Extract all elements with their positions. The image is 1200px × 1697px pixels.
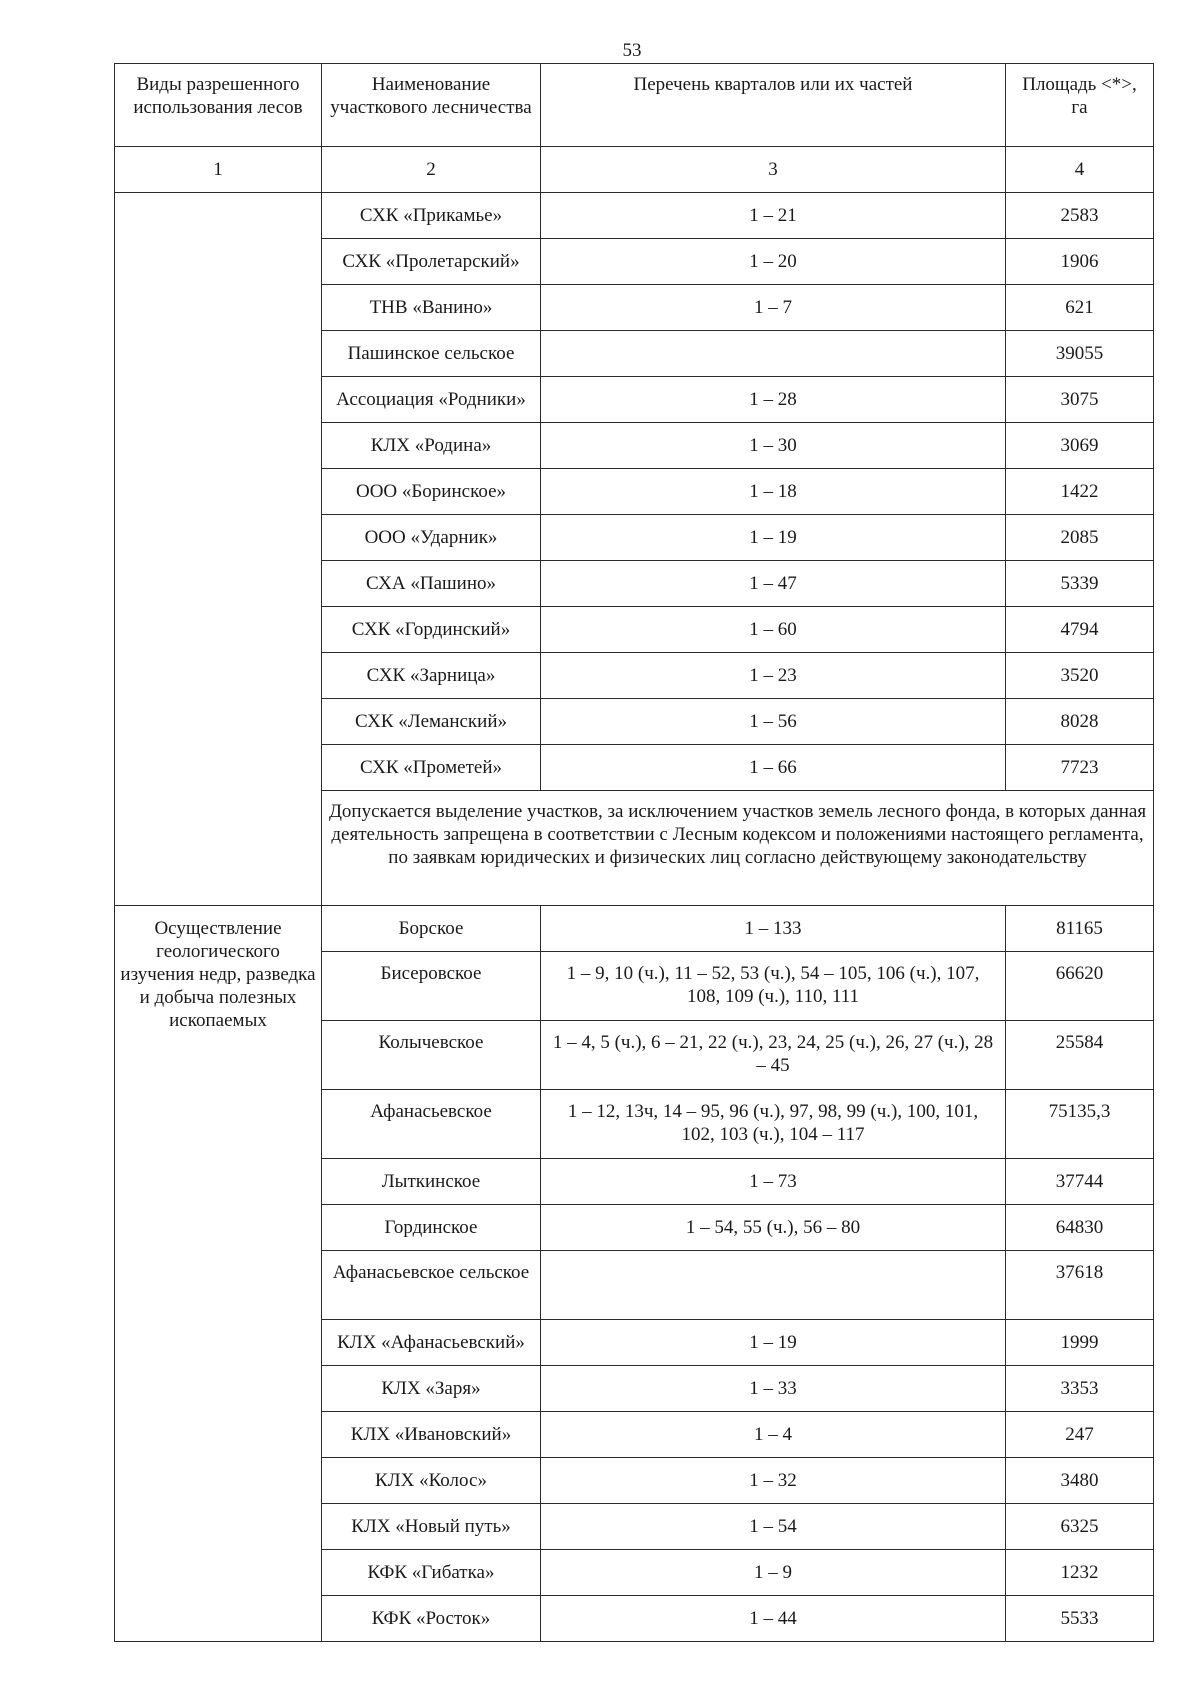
quarters: 1 – 33 <box>541 1366 1006 1412</box>
quarters: 1 – 19 <box>541 515 1006 561</box>
quarters: 1 – 32 <box>541 1458 1006 1504</box>
quarters: 1 – 28 <box>541 377 1006 423</box>
forestry-name: Афанасьевское сельское <box>322 1251 541 1320</box>
usage-type-cell: Осуществление геологического изучения недр, разведка и добыча полезных ископаемых <box>115 906 322 1642</box>
area: 8028 <box>1006 699 1154 745</box>
forestry-name: КЛХ «Заря» <box>322 1366 541 1412</box>
quarters: 1 – 47 <box>541 561 1006 607</box>
forestry-name: Афанасьевское <box>322 1090 541 1159</box>
area: 621 <box>1006 285 1154 331</box>
header-area: Площадь <*>, га <box>1006 64 1154 147</box>
area: 39055 <box>1006 331 1154 377</box>
quarters: 1 – 54, 55 (ч.), 56 – 80 <box>541 1205 1006 1251</box>
forestry-name: СХК «Гординский» <box>322 607 541 653</box>
forestry-name: Борское <box>322 906 541 952</box>
area: 3069 <box>1006 423 1154 469</box>
forestry-name: СХК «Леманский» <box>322 699 541 745</box>
area: 1232 <box>1006 1550 1154 1596</box>
header-usage-type: Виды разрешенного использования лесов <box>115 64 322 147</box>
quarters: 1 – 23 <box>541 653 1006 699</box>
forestry-name: СХК «Зарница» <box>322 653 541 699</box>
column-number: 2 <box>322 147 541 193</box>
area: 3075 <box>1006 377 1154 423</box>
header-row <box>115 64 1154 147</box>
area: 1422 <box>1006 469 1154 515</box>
regulation-table <box>114 63 1154 1642</box>
area: 25584 <box>1006 1021 1154 1090</box>
forestry-name: ООО «Ударник» <box>322 515 541 561</box>
quarters: 1 – 21 <box>541 193 1006 239</box>
column-number: 3 <box>541 147 1006 193</box>
area: 2583 <box>1006 193 1154 239</box>
forestry-name: КЛХ «Ивановский» <box>322 1412 541 1458</box>
quarters: 1 – 30 <box>541 423 1006 469</box>
forestry-name: Лыткинское <box>322 1159 541 1205</box>
forestry-name: Ассоциация «Родники» <box>322 377 541 423</box>
quarters: 1 – 9, 10 (ч.), 11 – 52, 53 (ч.), 54 – 105, 106 (ч.), 107, 108, 109 (ч.), 110, 111 <box>541 952 1006 1021</box>
quarters: 1 – 133 <box>541 906 1006 952</box>
area: 1906 <box>1006 239 1154 285</box>
area: 3520 <box>1006 653 1154 699</box>
forestry-name: Пашинское сельское <box>322 331 541 377</box>
quarters: 1 – 4, 5 (ч.), 6 – 21, 22 (ч.), 23, 24, 25 (ч.), 26, 27 (ч.), 28 – 45 <box>541 1021 1006 1090</box>
table-row <box>115 193 1154 239</box>
area: 37744 <box>1006 1159 1154 1205</box>
quarters: 1 – 9 <box>541 1550 1006 1596</box>
quarters: 1 – 18 <box>541 469 1006 515</box>
area: 37618 <box>1006 1251 1154 1320</box>
forestry-name: ООО «Боринское» <box>322 469 541 515</box>
quarters: 1 – 60 <box>541 607 1006 653</box>
area: 4794 <box>1006 607 1154 653</box>
area: 7723 <box>1006 745 1154 791</box>
header-quarters-list: Перечень кварталов или их частей <box>541 64 1006 147</box>
area: 247 <box>1006 1412 1154 1458</box>
area: 6325 <box>1006 1504 1154 1550</box>
quarters <box>541 1251 1006 1320</box>
quarters <box>541 331 1006 377</box>
forestry-name: СХК «Прикамье» <box>322 193 541 239</box>
forestry-name: КЛХ «Афанасьевский» <box>322 1320 541 1366</box>
forestry-name: СХА «Пашино» <box>322 561 541 607</box>
forestry-name: Гординское <box>322 1205 541 1251</box>
quarters: 1 – 19 <box>541 1320 1006 1366</box>
usage-type-cell <box>115 193 322 906</box>
quarters: 1 – 7 <box>541 285 1006 331</box>
area: 5339 <box>1006 561 1154 607</box>
section-note: Допускается выделение участков, за исключением участков земель лесного фонда, в которых данная деятельность запрещена в соответствии с Лесным кодексом и положениями настоящего регламента, по заявкам юридических и физических лиц согласно действующему законодательству <box>322 791 1154 906</box>
header-forestry-name: Наименование участкового лесничества <box>322 64 541 147</box>
quarters: 1 – 66 <box>541 745 1006 791</box>
forestry-name: Бисеровское <box>322 952 541 1021</box>
forestry-name: КЛХ «Колос» <box>322 1458 541 1504</box>
column-number: 1 <box>115 147 322 193</box>
quarters: 1 – 54 <box>541 1504 1006 1550</box>
forestry-name: Колычевское <box>322 1021 541 1090</box>
forestry-name: ТНВ «Ванино» <box>322 285 541 331</box>
area: 75135,3 <box>1006 1090 1154 1159</box>
page-number: 53 <box>622 40 642 61</box>
area: 64830 <box>1006 1205 1154 1251</box>
area: 3480 <box>1006 1458 1154 1504</box>
forestry-name: СХК «Прометей» <box>322 745 541 791</box>
quarters: 1 – 20 <box>541 239 1006 285</box>
area: 81165 <box>1006 906 1154 952</box>
quarters: 1 – 56 <box>541 699 1006 745</box>
quarters: 1 – 44 <box>541 1596 1006 1642</box>
forestry-name: КФК «Росток» <box>322 1596 541 1642</box>
area: 3353 <box>1006 1366 1154 1412</box>
area: 2085 <box>1006 515 1154 561</box>
table-row <box>115 906 1154 952</box>
forestry-name: КФК «Гибатка» <box>322 1550 541 1596</box>
forestry-name: КЛХ «Новый путь» <box>322 1504 541 1550</box>
column-number: 4 <box>1006 147 1154 193</box>
area: 66620 <box>1006 952 1154 1021</box>
column-number-row <box>115 147 1154 193</box>
forestry-name: КЛХ «Родина» <box>322 423 541 469</box>
quarters: 1 – 12, 13ч, 14 – 95, 96 (ч.), 97, 98, 99 (ч.), 100, 101, 102, 103 (ч.), 104 – 117 <box>541 1090 1006 1159</box>
quarters: 1 – 4 <box>541 1412 1006 1458</box>
quarters: 1 – 73 <box>541 1159 1006 1205</box>
area: 1999 <box>1006 1320 1154 1366</box>
area: 5533 <box>1006 1596 1154 1642</box>
forestry-name: СХК «Пролетарский» <box>322 239 541 285</box>
